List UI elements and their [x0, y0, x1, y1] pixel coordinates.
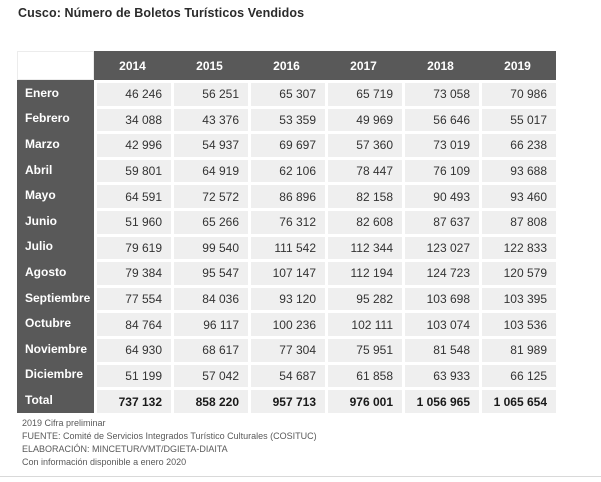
value-cell: 79 384	[94, 259, 171, 285]
value-cell: 57 042	[171, 362, 248, 388]
value-cell: 103 074	[402, 310, 479, 336]
total-value-cell: 737 132	[94, 387, 171, 413]
value-cell: 96 117	[171, 310, 248, 336]
value-cell: 82 608	[325, 208, 402, 234]
total-value-cell: 976 001	[325, 387, 402, 413]
month-label: Agosto	[17, 259, 94, 285]
value-cell: 84 764	[94, 310, 171, 336]
value-cell: 70 986	[479, 80, 556, 106]
value-cell: 54 687	[248, 362, 325, 388]
value-cell: 87 808	[479, 208, 556, 234]
value-cell: 78 447	[325, 157, 402, 183]
month-label: Julio	[17, 234, 94, 260]
value-cell: 42 996	[94, 131, 171, 157]
value-cell: 90 493	[402, 182, 479, 208]
value-cell: 65 307	[248, 80, 325, 106]
total-value-cell: 957 713	[248, 387, 325, 413]
value-cell: 56 251	[171, 80, 248, 106]
bottom-divider	[0, 476, 601, 477]
value-cell: 102 111	[325, 310, 402, 336]
total-value-cell: 1 056 965	[402, 387, 479, 413]
value-cell: 84 036	[171, 285, 248, 311]
value-cell: 81 989	[479, 336, 556, 362]
value-cell: 75 951	[325, 336, 402, 362]
value-cell: 103 536	[479, 310, 556, 336]
value-cell: 57 360	[325, 131, 402, 157]
value-cell: 64 919	[171, 157, 248, 183]
value-cell: 49 969	[325, 106, 402, 132]
value-cell: 77 554	[94, 285, 171, 311]
value-cell: 87 637	[402, 208, 479, 234]
value-cell: 62 106	[248, 157, 325, 183]
footnote-info-date: Con información disponible a enero 2020	[22, 457, 187, 467]
year-header: 2019	[479, 51, 556, 80]
value-cell: 73 058	[402, 80, 479, 106]
footnote-preliminary: 2019 Cifra preliminar	[22, 418, 106, 428]
table-title: Cusco: Número de Boletos Turísticos Vendidos	[18, 6, 305, 20]
value-cell: 99 540	[171, 234, 248, 260]
tourist-tickets-table	[17, 51, 556, 413]
total-label: Total	[17, 387, 94, 413]
value-cell: 72 572	[171, 182, 248, 208]
month-label: Febrero	[17, 106, 94, 132]
month-label: Enero	[17, 80, 94, 106]
value-cell: 107 147	[248, 259, 325, 285]
value-cell: 122 833	[479, 234, 556, 260]
value-cell: 86 896	[248, 182, 325, 208]
value-cell: 46 246	[94, 80, 171, 106]
value-cell: 82 158	[325, 182, 402, 208]
value-cell: 51 199	[94, 362, 171, 388]
value-cell: 76 312	[248, 208, 325, 234]
value-cell: 111 542	[248, 234, 325, 260]
value-cell: 81 548	[402, 336, 479, 362]
value-cell: 55 017	[479, 106, 556, 132]
value-cell: 73 019	[402, 131, 479, 157]
value-cell: 65 266	[171, 208, 248, 234]
value-cell: 112 194	[325, 259, 402, 285]
value-cell: 93 688	[479, 157, 556, 183]
value-cell: 68 617	[171, 336, 248, 362]
month-label: Marzo	[17, 131, 94, 157]
value-cell: 93 460	[479, 182, 556, 208]
value-cell: 61 858	[325, 362, 402, 388]
month-label: Junio	[17, 208, 94, 234]
month-label: Abril	[17, 157, 94, 183]
year-header: 2017	[325, 51, 402, 80]
value-cell: 123 027	[402, 234, 479, 260]
month-label: Noviembre	[17, 336, 94, 362]
value-cell: 63 933	[402, 362, 479, 388]
total-value-cell: 1 065 654	[479, 387, 556, 413]
value-cell: 103 698	[402, 285, 479, 311]
footnotes	[22, 417, 317, 469]
value-cell: 93 120	[248, 285, 325, 311]
value-cell: 124 723	[402, 259, 479, 285]
month-label: Octubre	[17, 310, 94, 336]
value-cell: 100 236	[248, 310, 325, 336]
year-header: 2015	[171, 51, 248, 80]
month-label: Septiembre	[17, 285, 94, 311]
value-cell: 120 579	[479, 259, 556, 285]
value-cell: 76 109	[402, 157, 479, 183]
value-cell: 59 801	[94, 157, 171, 183]
value-cell: 69 697	[248, 131, 325, 157]
corner-cell	[17, 51, 94, 80]
value-cell: 112 344	[325, 234, 402, 260]
year-header: 2014	[94, 51, 171, 80]
value-cell: 103 395	[479, 285, 556, 311]
value-cell: 77 304	[248, 336, 325, 362]
value-cell: 43 376	[171, 106, 248, 132]
value-cell: 66 238	[479, 131, 556, 157]
total-value-cell: 858 220	[171, 387, 248, 413]
year-header: 2016	[248, 51, 325, 80]
value-cell: 66 125	[479, 362, 556, 388]
footnote-elaboration: ELABORACIÓN: MINCETUR/VMT/DGIETA-DIAITA	[22, 444, 228, 454]
value-cell: 95 547	[171, 259, 248, 285]
value-cell: 79 619	[94, 234, 171, 260]
value-cell: 65 719	[325, 80, 402, 106]
value-cell: 56 646	[402, 106, 479, 132]
value-cell: 34 088	[94, 106, 171, 132]
value-cell: 53 359	[248, 106, 325, 132]
value-cell: 54 937	[171, 131, 248, 157]
footnote-source: FUENTE: Comité de Servicios Integrados Turístico Culturales (COSITUC)	[22, 431, 317, 441]
value-cell: 64 591	[94, 182, 171, 208]
value-cell: 51 960	[94, 208, 171, 234]
value-cell: 95 282	[325, 285, 402, 311]
month-label: Diciembre	[17, 362, 94, 388]
month-label: Mayo	[17, 182, 94, 208]
year-header: 2018	[402, 51, 479, 80]
value-cell: 64 930	[94, 336, 171, 362]
